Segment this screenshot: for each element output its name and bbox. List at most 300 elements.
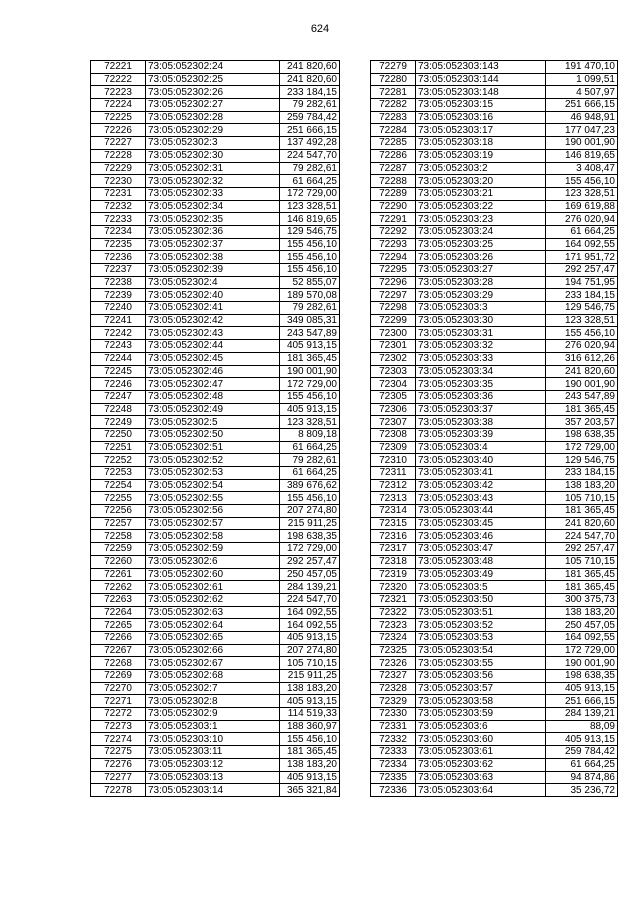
value-cell: 94 874,86: [546, 771, 618, 784]
row-number-cell: 72239: [91, 289, 146, 302]
row-number-cell: 72224: [91, 99, 146, 112]
cadastral-number-cell: 73:05:052302:38: [146, 251, 280, 264]
row-number-cell: 72257: [91, 517, 146, 530]
row-number-cell: 72225: [91, 111, 146, 124]
value-cell: 357 203,57: [546, 416, 618, 429]
table-row: [91, 302, 340, 315]
value-cell: 198 638,35: [546, 670, 618, 683]
row-number-cell: 72329: [371, 695, 416, 708]
value-cell: 389 676,62: [280, 479, 340, 492]
table-row: [91, 593, 340, 606]
cadastral-number-cell: 73:05:052303:2: [416, 162, 546, 175]
cadastral-number-cell: 73:05:052302:8: [146, 695, 280, 708]
cadastral-number-cell: 73:05:052303:38: [416, 416, 546, 429]
table-row: [371, 314, 618, 327]
row-number-cell: 72298: [371, 302, 416, 315]
value-cell: 233 184,15: [546, 467, 618, 480]
row-number-cell: 72268: [91, 657, 146, 670]
value-cell: 405 913,15: [280, 771, 340, 784]
value-cell: 172 729,00: [280, 378, 340, 391]
cadastral-number-cell: 73:05:052303:12: [146, 758, 280, 771]
cadastral-number-cell: 73:05:052302:7: [146, 682, 280, 695]
table-row: [371, 758, 618, 771]
value-cell: 316 612,26: [546, 352, 618, 365]
cadastral-number-cell: 73:05:052302:56: [146, 505, 280, 518]
cadastral-number-cell: 73:05:052303:52: [416, 619, 546, 632]
value-cell: 292 257,47: [546, 264, 618, 277]
row-number-cell: 72240: [91, 302, 146, 315]
value-cell: 164 092,55: [280, 619, 340, 632]
value-cell: 155 456,10: [546, 327, 618, 340]
value-cell: 138 183,20: [280, 682, 340, 695]
cadastral-number-cell: 73:05:052302:61: [146, 581, 280, 594]
row-number-cell: 72318: [371, 555, 416, 568]
table-row: [371, 479, 618, 492]
cadastral-number-cell: 73:05:052302:51: [146, 441, 280, 454]
cadastral-number-cell: 73:05:052303:42: [416, 479, 546, 492]
row-number-cell: 72274: [91, 733, 146, 746]
row-number-cell: 72270: [91, 682, 146, 695]
row-number-cell: 72277: [91, 771, 146, 784]
table-row: [371, 200, 618, 213]
table-row: [91, 390, 340, 403]
cadastral-number-cell: 73:05:052302:55: [146, 492, 280, 505]
cadastral-number-cell: 73:05:052303:57: [416, 682, 546, 695]
cadastral-number-cell: 73:05:052303:58: [416, 695, 546, 708]
row-number-cell: 72264: [91, 606, 146, 619]
table-row: [91, 416, 340, 429]
cadastral-number-cell: 73:05:052302:46: [146, 365, 280, 378]
row-number-cell: 72325: [371, 644, 416, 657]
row-number-cell: 72265: [91, 619, 146, 632]
value-cell: 155 456,10: [546, 175, 618, 188]
value-cell: 241 820,60: [280, 61, 340, 74]
cadastral-number-cell: 73:05:052303:49: [416, 568, 546, 581]
table-row: [371, 175, 618, 188]
table-row: [91, 137, 340, 150]
value-cell: 155 456,10: [280, 390, 340, 403]
row-number-cell: 72252: [91, 454, 146, 467]
cadastral-number-cell: 73:05:052303:148: [416, 86, 546, 99]
cadastral-number-cell: 73:05:052302:6: [146, 555, 280, 568]
row-number-cell: 72269: [91, 670, 146, 683]
cadastral-number-cell: 73:05:052303:144: [416, 73, 546, 86]
value-cell: 172 729,00: [280, 187, 340, 200]
cadastral-number-cell: 73:05:052302:57: [146, 517, 280, 530]
row-number-cell: 72281: [371, 86, 416, 99]
table-row: [371, 441, 618, 454]
value-cell: 105 710,15: [546, 555, 618, 568]
cadastral-number-cell: 73:05:052303:63: [416, 771, 546, 784]
table-row: [91, 746, 340, 759]
left-table: [90, 60, 340, 797]
right-table: [370, 60, 618, 797]
cadastral-number-cell: 73:05:052303:32: [416, 340, 546, 353]
value-cell: 405 913,15: [546, 682, 618, 695]
value-cell: 215 911,25: [280, 517, 340, 530]
table-row: [371, 365, 618, 378]
table-row: [371, 302, 618, 315]
table-row: [91, 771, 340, 784]
table-row: [371, 543, 618, 556]
cadastral-number-cell: 73:05:052303:4: [416, 441, 546, 454]
cadastral-number-cell: 73:05:052303:36: [416, 390, 546, 403]
cadastral-number-cell: 73:05:052302:27: [146, 99, 280, 112]
value-cell: 171 951,72: [546, 251, 618, 264]
cadastral-number-cell: 73:05:052303:35: [416, 378, 546, 391]
value-cell: 155 456,10: [280, 733, 340, 746]
table-row: [91, 99, 340, 112]
table-row: [371, 682, 618, 695]
cadastral-number-cell: 73:05:052303:51: [416, 606, 546, 619]
cadastral-number-cell: 73:05:052303:143: [416, 61, 546, 74]
row-number-cell: 72258: [91, 530, 146, 543]
row-number-cell: 72251: [91, 441, 146, 454]
value-cell: 169 619,88: [546, 200, 618, 213]
value-cell: 276 020,94: [546, 340, 618, 353]
table-row: [91, 264, 340, 277]
cadastral-number-cell: 73:05:052302:33: [146, 187, 280, 200]
row-number-cell: 72278: [91, 784, 146, 797]
table-row: [91, 517, 340, 530]
table-row: [371, 213, 618, 226]
table-row: [371, 251, 618, 264]
table-row: [371, 289, 618, 302]
cadastral-number-cell: 73:05:052303:19: [416, 149, 546, 162]
table-row: [91, 695, 340, 708]
value-cell: 276 020,94: [546, 213, 618, 226]
value-cell: 198 638,35: [546, 428, 618, 441]
cadastral-number-cell: 73:05:052302:29: [146, 124, 280, 137]
value-cell: 138 183,20: [280, 758, 340, 771]
row-number-cell: 72276: [91, 758, 146, 771]
table-row: [91, 86, 340, 99]
row-number-cell: 72295: [371, 264, 416, 277]
row-number-cell: 72324: [371, 631, 416, 644]
value-cell: 146 819,65: [546, 149, 618, 162]
value-cell: 164 092,55: [546, 631, 618, 644]
value-cell: 250 457,05: [546, 619, 618, 632]
table-row: [91, 708, 340, 721]
table-row: [91, 225, 340, 238]
cadastral-number-cell: 73:05:052303:59: [416, 708, 546, 721]
value-cell: 61 664,25: [546, 225, 618, 238]
table-row: [91, 467, 340, 480]
cadastral-number-cell: 73:05:052303:61: [416, 746, 546, 759]
value-cell: 155 456,10: [280, 264, 340, 277]
cadastral-number-cell: 73:05:052302:31: [146, 162, 280, 175]
value-cell: 284 139,21: [546, 708, 618, 721]
cadastral-number-cell: 73:05:052303:60: [416, 733, 546, 746]
row-number-cell: 72279: [371, 61, 416, 74]
table-row: [91, 213, 340, 226]
table-row: [371, 378, 618, 391]
table-row: [371, 606, 618, 619]
table-row: [91, 162, 340, 175]
cadastral-number-cell: 73:05:052303:16: [416, 111, 546, 124]
value-cell: 224 547,70: [280, 593, 340, 606]
value-cell: 35 236,72: [546, 784, 618, 797]
row-number-cell: 72261: [91, 568, 146, 581]
table-row: [371, 517, 618, 530]
table-row: [91, 454, 340, 467]
value-cell: 194 751,95: [546, 276, 618, 289]
value-cell: 177 047,23: [546, 124, 618, 137]
table-row: [371, 568, 618, 581]
value-cell: 61 664,25: [280, 441, 340, 454]
value-cell: 292 257,47: [546, 543, 618, 556]
table-row: [91, 492, 340, 505]
row-number-cell: 72230: [91, 175, 146, 188]
row-number-cell: 72306: [371, 403, 416, 416]
cadastral-number-cell: 73:05:052302:37: [146, 238, 280, 251]
cadastral-number-cell: 73:05:052302:45: [146, 352, 280, 365]
row-number-cell: 72243: [91, 340, 146, 353]
value-cell: 172 729,00: [546, 441, 618, 454]
value-cell: 129 546,75: [546, 454, 618, 467]
table-row: [91, 505, 340, 518]
value-cell: 123 328,51: [546, 314, 618, 327]
table-row: [371, 784, 618, 797]
table-row: [371, 695, 618, 708]
value-cell: 207 274,80: [280, 505, 340, 518]
table-row: [91, 327, 340, 340]
table-row: [371, 428, 618, 441]
value-cell: 189 570,08: [280, 289, 340, 302]
row-number-cell: 72241: [91, 314, 146, 327]
row-number-cell: 72319: [371, 568, 416, 581]
table-row: [371, 137, 618, 150]
table-row: [91, 200, 340, 213]
table-row: [91, 403, 340, 416]
row-number-cell: 72299: [371, 314, 416, 327]
row-number-cell: 72336: [371, 784, 416, 797]
value-cell: 233 184,15: [280, 86, 340, 99]
value-cell: 198 638,35: [280, 530, 340, 543]
row-number-cell: 72322: [371, 606, 416, 619]
table-row: [371, 124, 618, 137]
row-number-cell: 72305: [371, 390, 416, 403]
table-row: [91, 276, 340, 289]
cadastral-number-cell: 73:05:052303:24: [416, 225, 546, 238]
table-row: [371, 619, 618, 632]
table-row: [91, 149, 340, 162]
cadastral-number-cell: 73:05:052303:62: [416, 758, 546, 771]
row-number-cell: 72275: [91, 746, 146, 759]
row-number-cell: 72315: [371, 517, 416, 530]
table-row: [371, 733, 618, 746]
value-cell: 123 328,51: [280, 416, 340, 429]
table-row: [91, 428, 340, 441]
value-cell: 181 365,45: [546, 568, 618, 581]
value-cell: 79 282,61: [280, 302, 340, 315]
table-row: [371, 390, 618, 403]
cadastral-number-cell: 73:05:052303:27: [416, 264, 546, 277]
row-number-cell: 72312: [371, 479, 416, 492]
cadastral-number-cell: 73:05:052303:34: [416, 365, 546, 378]
cadastral-number-cell: 73:05:052302:49: [146, 403, 280, 416]
table-row: [371, 670, 618, 683]
row-number-cell: 72313: [371, 492, 416, 505]
cadastral-number-cell: 73:05:052303:44: [416, 505, 546, 518]
table-row: [91, 670, 340, 683]
cadastral-number-cell: 73:05:052302:53: [146, 467, 280, 480]
row-number-cell: 72236: [91, 251, 146, 264]
cadastral-number-cell: 73:05:052302:3: [146, 137, 280, 150]
row-number-cell: 72267: [91, 644, 146, 657]
value-cell: 251 666,15: [546, 695, 618, 708]
cadastral-number-cell: 73:05:052303:22: [416, 200, 546, 213]
value-cell: 190 001,90: [546, 137, 618, 150]
row-number-cell: 72331: [371, 720, 416, 733]
cadastral-number-cell: 73:05:052303:18: [416, 137, 546, 150]
table-row: [91, 555, 340, 568]
cadastral-number-cell: 73:05:052302:65: [146, 631, 280, 644]
row-number-cell: 72286: [371, 149, 416, 162]
value-cell: 155 456,10: [280, 251, 340, 264]
cadastral-number-cell: 73:05:052302:62: [146, 593, 280, 606]
cadastral-number-cell: 73:05:052302:52: [146, 454, 280, 467]
row-number-cell: 72221: [91, 61, 146, 74]
row-number-cell: 72253: [91, 467, 146, 480]
row-number-cell: 72294: [371, 251, 416, 264]
cadastral-number-cell: 73:05:052303:50: [416, 593, 546, 606]
table-row: [371, 162, 618, 175]
value-cell: 188 360,97: [280, 720, 340, 733]
value-cell: 233 184,15: [546, 289, 618, 302]
table-row: [91, 733, 340, 746]
cadastral-number-cell: 73:05:052302:40: [146, 289, 280, 302]
row-number-cell: 72229: [91, 162, 146, 175]
row-number-cell: 72246: [91, 378, 146, 391]
table-row: [91, 238, 340, 251]
table-row: [91, 187, 340, 200]
row-number-cell: 72255: [91, 492, 146, 505]
row-number-cell: 72256: [91, 505, 146, 518]
table-row: [91, 568, 340, 581]
row-number-cell: 72301: [371, 340, 416, 353]
row-number-cell: 72237: [91, 264, 146, 277]
table-row: [371, 403, 618, 416]
value-cell: 172 729,00: [546, 644, 618, 657]
table-row: [371, 238, 618, 251]
row-number-cell: 72283: [371, 111, 416, 124]
value-cell: 3 408,47: [546, 162, 618, 175]
cadastral-number-cell: 73:05:052303:56: [416, 670, 546, 683]
value-cell: 155 456,10: [280, 492, 340, 505]
cadastral-number-cell: 73:05:052302:59: [146, 543, 280, 556]
table-row: [91, 289, 340, 302]
cadastral-number-cell: 73:05:052303:37: [416, 403, 546, 416]
cadastral-number-cell: 73:05:052303:29: [416, 289, 546, 302]
table-row: [91, 111, 340, 124]
value-cell: 241 820,60: [546, 517, 618, 530]
value-cell: 224 547,70: [280, 149, 340, 162]
cadastral-number-cell: 73:05:052303:41: [416, 467, 546, 480]
value-cell: 241 820,60: [280, 73, 340, 86]
table-row: [371, 327, 618, 340]
table-row: [371, 720, 618, 733]
table-row: [371, 530, 618, 543]
row-number-cell: 72290: [371, 200, 416, 213]
value-cell: 138 183,20: [546, 606, 618, 619]
cadastral-number-cell: 73:05:052302:24: [146, 61, 280, 74]
row-number-cell: 72250: [91, 428, 146, 441]
value-cell: 52 855,07: [280, 276, 340, 289]
cadastral-number-cell: 73:05:052302:67: [146, 657, 280, 670]
value-cell: 181 365,45: [280, 746, 340, 759]
row-number-cell: 72310: [371, 454, 416, 467]
value-cell: 114 519,33: [280, 708, 340, 721]
value-cell: 251 666,15: [546, 99, 618, 112]
cadastral-number-cell: 73:05:052303:11: [146, 746, 280, 759]
cadastral-number-cell: 73:05:052303:1: [146, 720, 280, 733]
row-number-cell: 72293: [371, 238, 416, 251]
cadastral-number-cell: 73:05:052302:32: [146, 175, 280, 188]
cadastral-number-cell: 73:05:052303:21: [416, 187, 546, 200]
cadastral-number-cell: 73:05:052302:63: [146, 606, 280, 619]
cadastral-number-cell: 73:05:052302:44: [146, 340, 280, 353]
table-row: [371, 149, 618, 162]
row-number-cell: 72328: [371, 682, 416, 695]
table-row: [91, 61, 340, 74]
value-cell: 190 001,90: [546, 378, 618, 391]
value-cell: 146 819,65: [280, 213, 340, 226]
value-cell: 79 282,61: [280, 162, 340, 175]
row-number-cell: 72247: [91, 390, 146, 403]
row-number-cell: 72248: [91, 403, 146, 416]
row-number-cell: 72285: [371, 137, 416, 150]
row-number-cell: 72321: [371, 593, 416, 606]
cadastral-number-cell: 73:05:052303:26: [416, 251, 546, 264]
cadastral-number-cell: 73:05:052303:13: [146, 771, 280, 784]
cadastral-number-cell: 73:05:052302:41: [146, 302, 280, 315]
table-row: [371, 61, 618, 74]
value-cell: 155 456,10: [280, 238, 340, 251]
row-number-cell: 72323: [371, 619, 416, 632]
value-cell: 4 507,97: [546, 86, 618, 99]
table-row: [91, 340, 340, 353]
cadastral-number-cell: 73:05:052303:53: [416, 631, 546, 644]
row-number-cell: 72317: [371, 543, 416, 556]
row-number-cell: 72223: [91, 86, 146, 99]
value-cell: 243 547,89: [280, 327, 340, 340]
row-number-cell: 72222: [91, 73, 146, 86]
value-cell: 259 784,42: [546, 746, 618, 759]
value-cell: 181 365,45: [280, 352, 340, 365]
row-number-cell: 72332: [371, 733, 416, 746]
table-row: [371, 73, 618, 86]
cadastral-number-cell: 73:05:052302:54: [146, 479, 280, 492]
row-number-cell: 72228: [91, 149, 146, 162]
cadastral-number-cell: 73:05:052302:64: [146, 619, 280, 632]
value-cell: 405 913,15: [280, 403, 340, 416]
table-row: [91, 644, 340, 657]
table-row: [371, 276, 618, 289]
cadastral-number-cell: 73:05:052303:48: [416, 555, 546, 568]
cadastral-number-cell: 73:05:052302:68: [146, 670, 280, 683]
value-cell: 190 001,90: [280, 365, 340, 378]
row-number-cell: 72233: [91, 213, 146, 226]
table-row: [371, 352, 618, 365]
cadastral-number-cell: 73:05:052302:35: [146, 213, 280, 226]
cadastral-number-cell: 73:05:052303:33: [416, 352, 546, 365]
value-cell: 224 547,70: [546, 530, 618, 543]
table-row: [91, 314, 340, 327]
row-number-cell: 72314: [371, 505, 416, 518]
row-number-cell: 72244: [91, 352, 146, 365]
cadastral-number-cell: 73:05:052303:5: [416, 581, 546, 594]
